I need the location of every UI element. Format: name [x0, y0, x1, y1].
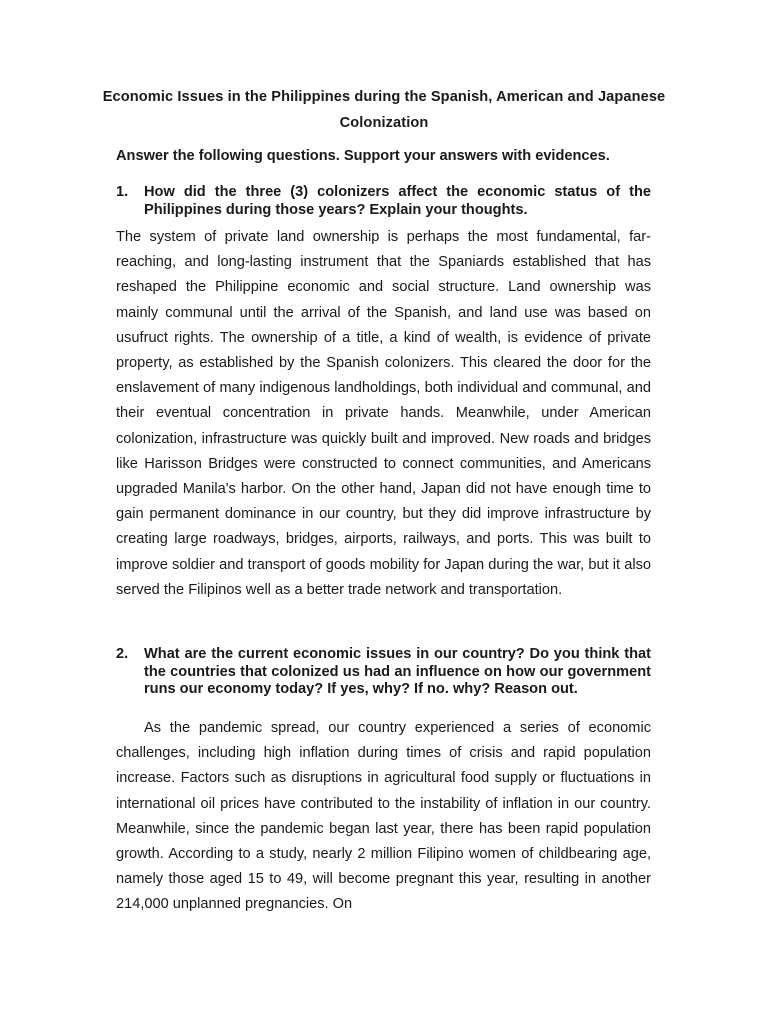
instructions-text: Answer the following questions. Support your answers with evidences. [116, 148, 610, 164]
question-2 [116, 646, 651, 699]
question-1 [116, 184, 651, 219]
question-text: How did the three (3) colonizers affect the economic status of the Philippines during those years? Explain your thoughts. [144, 184, 651, 218]
document-title: Economic Issues in the Philippines during the Spanish, American and Japanese Colonization [102, 89, 666, 131]
question-number: 2. [116, 646, 129, 662]
answer-1-paragraph: The system of private land ownership is perhaps the most fundamental, far-reaching, and long-lasting instrument that the Spaniards established that has reshaped the Philippine economic and social structure. Land ownership was mainly communal until the arrival of the Spanish, and land use was based on usufruct rights. The ownership of a title, a kind of wealth, is evidence of private property, as established by the Spanish colonizers. This cleared the door for the enslavement of many indigenous landholdings, both individual and communal, and their eventual concentration in private hands. Meanwhile, under American colonization, infrastructure was quickly built and improved. New roads and bridges like Harisson Bridges were constructed to connect communities, and Americans upgraded Manila's harbor. On the other hand, Japan did not have enough time to gain permanent dominance in our country, but they did improve infrastructure by creating large roadways, bridges, airports, railways, and ports. This was built to improve soldier and transport of goods mobility for Japan during the war, but it also served the Filipinos well as a better trade network and transportation. [116, 229, 651, 598]
answer-2-paragraph: As the pandemic spread, our country experienced a series of economic challenges, including high inflation during times of crisis and rapid population increase. Factors such as disruptions in agricultural food supply or fluctuations in international oil prices have contributed to the instability of inflation in our country. Meanwhile, since the pandemic began last year, there has been rapid population growth. According to a study, nearly 2 million Filipino women of childbearing age, namely those aged 15 to 49, will become pregnant this year, resulting in another 214,000 unplanned pregnancies. On [116, 720, 651, 913]
question-text: What are the current economic issues in our country? Do you think that the countries that colonized us had an influence on how our government runs our economy today? If yes, why? If no. why? Reason out. [144, 646, 651, 697]
question-number: 1. [116, 184, 129, 200]
